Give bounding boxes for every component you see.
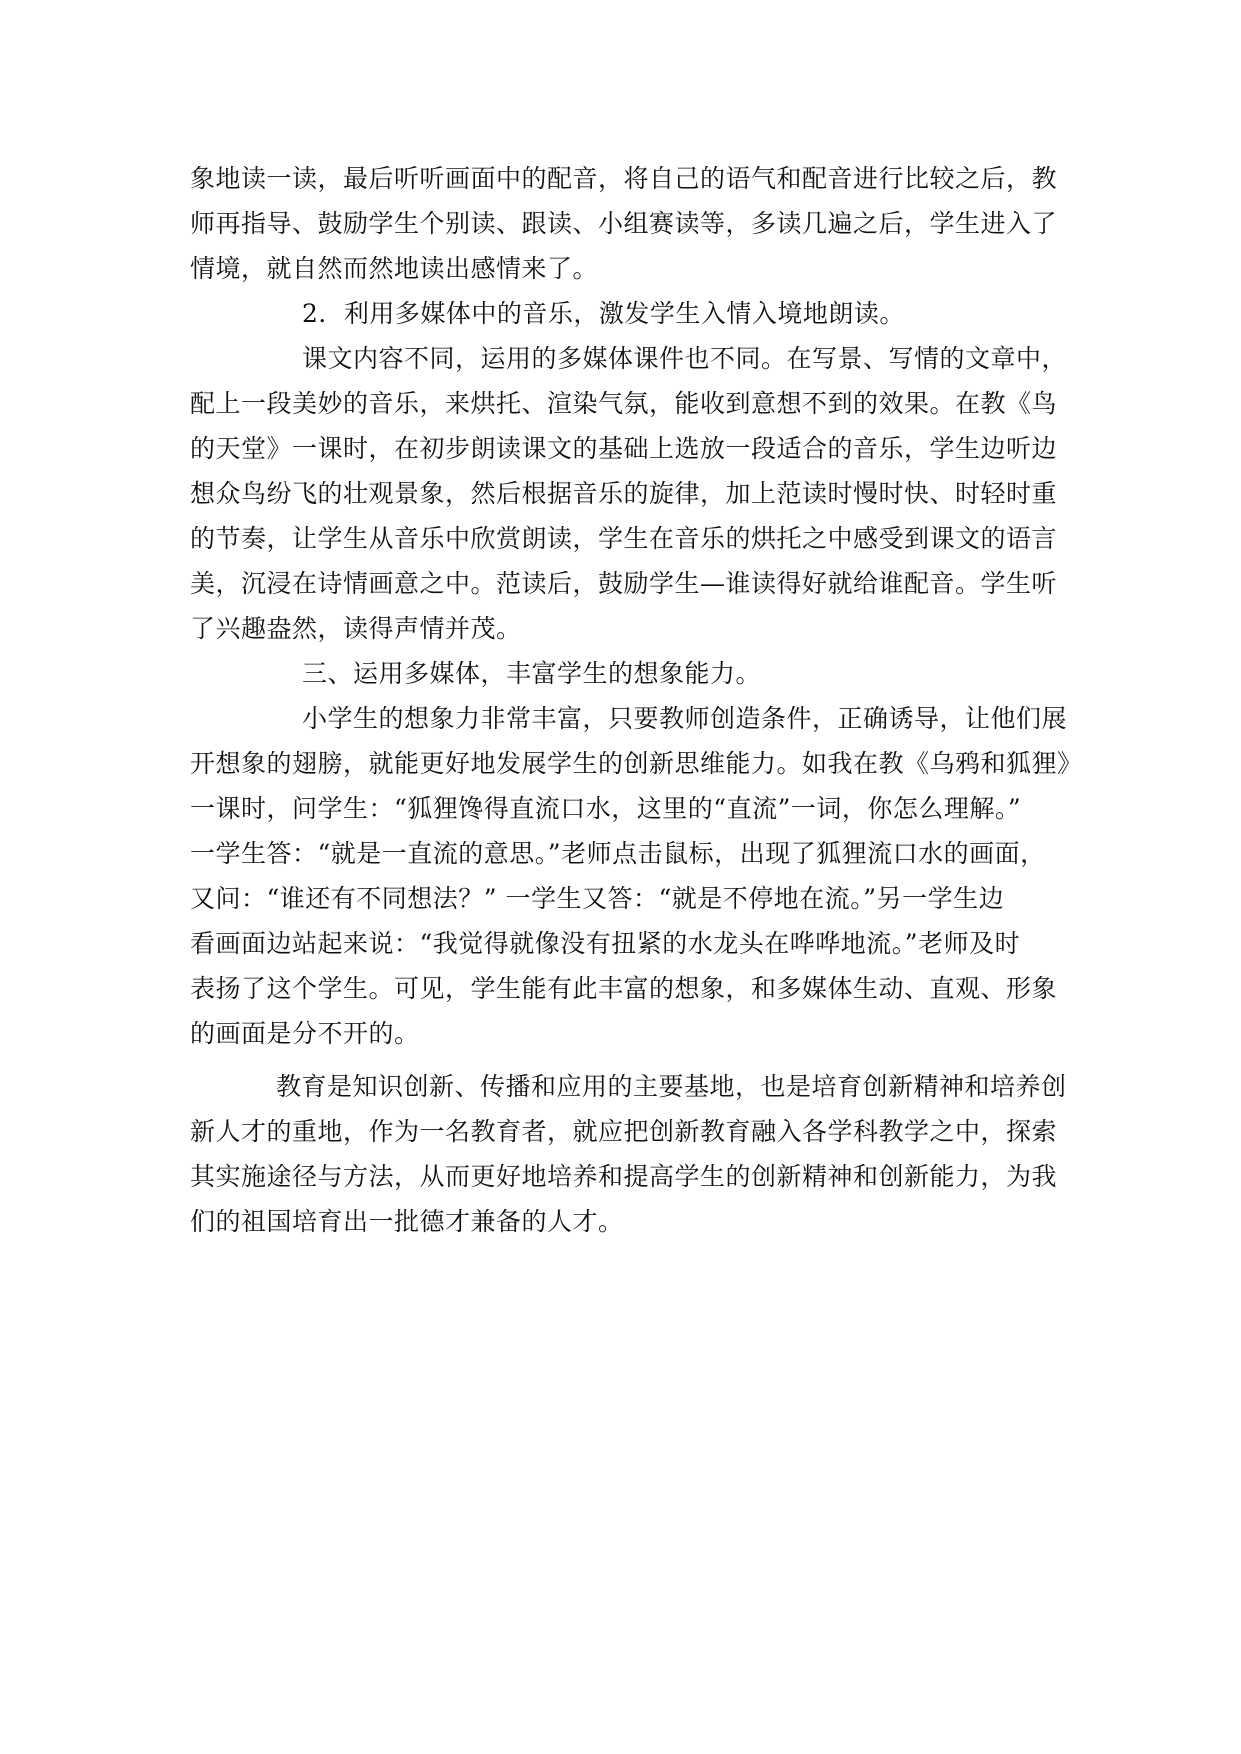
text-line: 看画面边站起来说：“我觉得就像没有扭紧的水龙头在哗哗地流。”老师及时 (190, 929, 1021, 958)
text-line: 又问：“谁还有不同想法？” 一学生又答：“就是不停地在流。”另一学生边 (190, 884, 1005, 913)
text-line: 的天堂》一课时，在初步朗读课文的基础上选放一段适合的音乐，学生边听边 (190, 434, 1058, 463)
text-line: 了兴趣盎然，读得声情并茂。 (190, 614, 522, 643)
section-heading: 三、运用多媒体，丰富学生的想象能力。 (302, 659, 762, 688)
text-line: 的节奏，让学生从音乐中欣赏朗读，学生在音乐的烘托之中感受到课文的语言 (190, 524, 1058, 553)
text-line: 美，沉浸在诗情画意之中。范读后，鼓励学生—谁读得好就给谁配音。学生听 (190, 569, 1058, 598)
text-line: 们的祖国培育出一批德才兼备的人才。 (190, 1207, 624, 1236)
text-line: 一课时，问学生：“狐狸馋得直流口水，这里的“直流”一词，你怎么理解。” (190, 794, 1022, 823)
text-line: 小学生的想象力非常丰富，只要教师创造条件，正确诱导，让他们展 (302, 704, 1068, 733)
text-line: 情境，就自然而然地读出感情来了。 (190, 254, 599, 283)
text-line: 的画面是分不开的。 (190, 1019, 420, 1048)
text-line: 新人才的重地，作为一名教育者，就应把创新教育融入各学科教学之中，探索 (190, 1117, 1058, 1146)
section-heading: 2．利用多媒体中的音乐，激发学生入情入境地朗读。 (302, 299, 905, 328)
text-line: 其实施途径与方法，从而更好地培养和提高学生的创新精神和创新能力，为我 (190, 1162, 1058, 1191)
text-line: 教育是知识创新、传播和应用的主要基地，也是培育创新精神和培养创 (276, 1072, 1067, 1101)
text-line: 师再指导、鼓励学生个别读、跟读、小组赛读等，多读几遍之后，学生进入了 (190, 209, 1058, 238)
text-line: 一学生答：“就是一直流的意思。”老师点击鼠标，出现了狐狸流口水的画面， (190, 839, 1046, 868)
text-line: 象地读一读，最后听听画面中的配音，将自己的语气和配音进行比较之后，教 (190, 164, 1058, 193)
text-line: 课文内容不同，运用的多媒体课件也不同。在写景、写情的文章中， (302, 344, 1068, 373)
text-line: 配上一段美妙的音乐，来烘托、渲染气氛，能收到意想不到的效果。在教《鸟 (190, 389, 1058, 418)
text-line: 想众鸟纷飞的壮观景象，然后根据音乐的旋律，加上范读时慢时快、时轻时重 (190, 479, 1058, 508)
document-body (190, 156, 1083, 1244)
text-line: 表扬了这个学生。可见，学生能有此丰富的想象，和多媒体生动、直观、形象 (190, 974, 1058, 1003)
text-line: 开想象的翅膀，就能更好地发展学生的创新思维能力。如我在教《乌鸦和狐狸》 (190, 749, 1083, 778)
